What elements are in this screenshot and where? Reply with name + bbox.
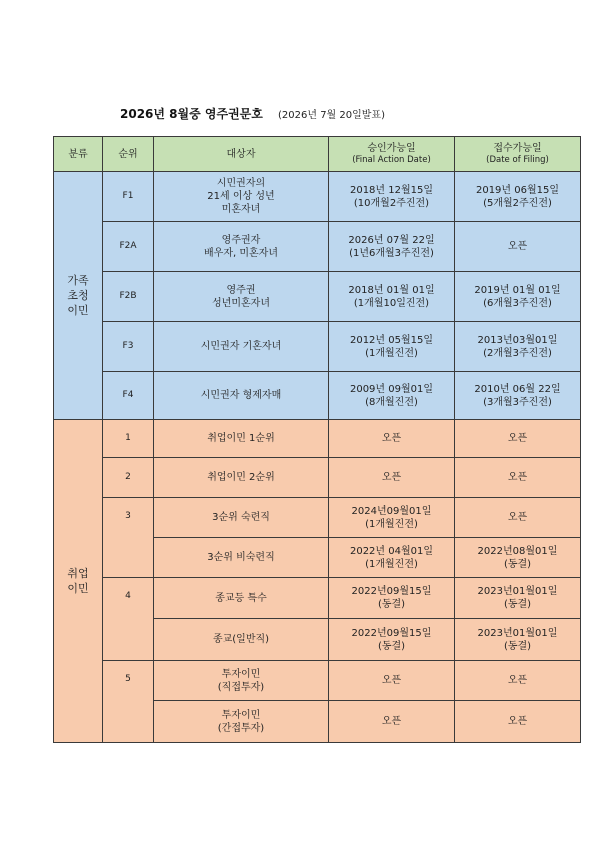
filing-cell: 오픈 — [455, 222, 581, 272]
table-row — [54, 420, 581, 458]
rank-cell: 1 — [103, 420, 154, 458]
family-category-cell: 가족 초청 이민 — [54, 172, 103, 420]
filing-cell: 오픈 — [455, 701, 581, 743]
table-row — [54, 498, 581, 538]
table-row — [54, 172, 581, 222]
target-cell: 3순위 비숙련직 — [154, 538, 329, 578]
target-cell: 시민권자 형제자매 — [154, 372, 329, 420]
final-action-cell: 2026년 07월 22일 (1년6개월3주진전) — [329, 222, 455, 272]
header-rank: 순위 — [103, 137, 154, 172]
target-cell: 시민권자의 21세 이상 성년 미혼자녀 — [154, 172, 329, 222]
final-action-cell: 2024년09월01일 (1개월진전) — [329, 498, 455, 538]
filing-cell: 오픈 — [455, 661, 581, 701]
filing-cell: 2022년08월01일 (동결) — [455, 538, 581, 578]
title-row — [120, 105, 540, 123]
header-target: 대상자 — [154, 137, 329, 172]
table-row — [54, 458, 581, 498]
rank-cell: F2B — [103, 272, 154, 322]
filing-cell: 2023년01월01일 (동결) — [455, 619, 581, 661]
target-cell: 종교등 특수 — [154, 578, 329, 619]
table-row — [54, 578, 581, 619]
table-row — [54, 372, 581, 420]
target-cell: 투자이민 (직접투자) — [154, 661, 329, 701]
table-row — [54, 222, 581, 272]
target-cell: 영주권자 배우자, 미혼자녀 — [154, 222, 329, 272]
filing-cell: 2019년 06월15일 (5개월2주진전) — [455, 172, 581, 222]
final-action-cell: 오픈 — [329, 458, 455, 498]
rank-cell: 3 — [103, 498, 154, 578]
employment-category-cell: 취업 이민 — [54, 420, 103, 743]
rank-cell: 2 — [103, 458, 154, 498]
final-action-cell: 2012년 05월15일 (1개월진전) — [329, 322, 455, 372]
final-action-cell: 2018년 01월 01일 (1개월10일진전) — [329, 272, 455, 322]
target-cell: 취업이민 1순위 — [154, 420, 329, 458]
final-action-cell: 오픈 — [329, 661, 455, 701]
target-cell: 시민권자 기혼자녀 — [154, 322, 329, 372]
rank-cell: 5 — [103, 661, 154, 743]
target-cell: 영주권 성년미혼자녀 — [154, 272, 329, 322]
announcement-date: (2026년 7월 20일발표) — [278, 110, 385, 121]
table-row — [54, 272, 581, 322]
visa-bulletin-table — [53, 136, 581, 743]
rank-cell: F1 — [103, 172, 154, 222]
final-action-cell: 2022년 04월01일 (1개월진전) — [329, 538, 455, 578]
filing-cell: 2013년03월01일 (2개월3주진전) — [455, 322, 581, 372]
header-row — [54, 137, 581, 172]
filing-cell: 오픈 — [455, 498, 581, 538]
table-row — [54, 661, 581, 701]
final-action-cell: 오픈 — [329, 420, 455, 458]
rank-cell: F3 — [103, 322, 154, 372]
target-cell: 종교(일반직) — [154, 619, 329, 661]
target-cell: 취업이민 2순위 — [154, 458, 329, 498]
target-cell: 투자이민 (간접투자) — [154, 701, 329, 743]
filing-cell: 2019년 01월 01일 (6개월3주진전) — [455, 272, 581, 322]
page-title: 2026년 8월중 영주권문호 — [120, 107, 263, 121]
rank-cell: F2A — [103, 222, 154, 272]
final-action-cell: 2022년09월15일 (동결) — [329, 619, 455, 661]
rank-cell: F4 — [103, 372, 154, 420]
filing-cell: 오픈 — [455, 458, 581, 498]
header-final-action: 승인가능일 (Final Action Date) — [329, 137, 455, 172]
final-action-cell: 2009년 09월01일 (8개월진전) — [329, 372, 455, 420]
final-action-cell: 오픈 — [329, 701, 455, 743]
filing-cell: 2023년01월01일 (동결) — [455, 578, 581, 619]
final-action-cell: 2022년09월15일 (동결) — [329, 578, 455, 619]
table-row — [54, 322, 581, 372]
filing-cell: 오픈 — [455, 420, 581, 458]
header-filing: 접수가능일 (Date of Filing) — [455, 137, 581, 172]
rank-cell: 4 — [103, 578, 154, 661]
target-cell: 3순위 숙련직 — [154, 498, 329, 538]
filing-cell: 2010년 06월 22일 (3개월3주진전) — [455, 372, 581, 420]
header-category: 분류 — [54, 137, 103, 172]
final-action-cell: 2018년 12월15일 (10개월2주진전) — [329, 172, 455, 222]
